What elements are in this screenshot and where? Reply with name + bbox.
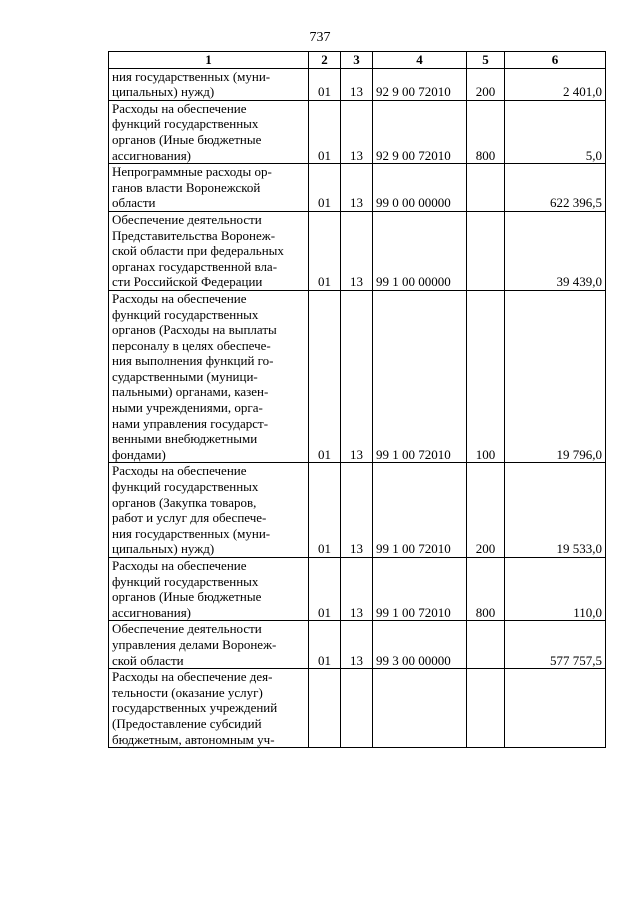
- table-body: [109, 68, 606, 748]
- row-target-code: 99 1 00 00000: [373, 211, 467, 290]
- row-target-code: 92 9 00 72010: [373, 100, 467, 163]
- row-description: ния государственных (муни- ципальных) нужд): [109, 68, 309, 100]
- row-subsection: 13: [341, 558, 373, 621]
- row-expense-type: [467, 669, 505, 748]
- table-row: [109, 463, 606, 558]
- row-amount: 19 533,0: [505, 463, 606, 558]
- row-description: Расходы на обеспечение функций государственных органов (Иные бюджетные ассигнования): [109, 558, 309, 621]
- table-row: [109, 68, 606, 100]
- row-subsection: [341, 669, 373, 748]
- row-subsection: 13: [341, 164, 373, 212]
- row-target-code: 92 9 00 72010: [373, 68, 467, 100]
- row-amount: 19 796,0: [505, 290, 606, 463]
- table-row: [109, 558, 606, 621]
- row-expense-type: 800: [467, 100, 505, 163]
- row-description: Обеспечение деятельности управления делами Воронеж- ской области: [109, 621, 309, 669]
- header-row: [109, 52, 606, 69]
- row-section: 01: [309, 290, 341, 463]
- row-subsection: 13: [341, 290, 373, 463]
- row-section: 01: [309, 164, 341, 212]
- row-section: 01: [309, 100, 341, 163]
- row-description: Непрограммные расходы ор- ганов власти Воронежской области: [109, 164, 309, 212]
- row-expense-type: 800: [467, 558, 505, 621]
- row-subsection: 13: [341, 211, 373, 290]
- row-target-code: 99 1 00 72010: [373, 558, 467, 621]
- row-amount: 110,0: [505, 558, 606, 621]
- row-target-code: 99 0 00 00000: [373, 164, 467, 212]
- row-subsection: 13: [341, 68, 373, 100]
- column-header-6: 6: [505, 52, 606, 69]
- row-expense-type: [467, 211, 505, 290]
- row-amount: 577 757,5: [505, 621, 606, 669]
- row-description: Расходы на обеспечение функций государственных органов (Закупка товаров, работ и услуг для обеспече- ния государственных (муни- ципальных) нужд): [109, 463, 309, 558]
- row-expense-type: 200: [467, 463, 505, 558]
- table-row: [109, 290, 606, 463]
- column-header-4: 4: [373, 52, 467, 69]
- row-expense-type: [467, 621, 505, 669]
- table-row: [109, 621, 606, 669]
- row-subsection: 13: [341, 100, 373, 163]
- row-section: 01: [309, 463, 341, 558]
- row-section: 01: [309, 621, 341, 669]
- row-description: Расходы на обеспечение дея- тельности (оказание услуг) государственных учреждений (Предоставление субсидий бюджетным, автономным уч-: [109, 669, 309, 748]
- row-amount: 5,0: [505, 100, 606, 163]
- page-number: 737: [309, 30, 331, 45]
- column-header-3: 3: [341, 52, 373, 69]
- row-section: 01: [309, 211, 341, 290]
- row-amount: 39 439,0: [505, 211, 606, 290]
- table-row: [109, 100, 606, 163]
- column-header-2: 2: [309, 52, 341, 69]
- row-section: 01: [309, 68, 341, 100]
- row-description: Расходы на обеспечение функций государственных органов (Иные бюджетные ассигнования): [109, 100, 309, 163]
- row-amount: [505, 669, 606, 748]
- table-row: [109, 211, 606, 290]
- table-header: [109, 52, 606, 69]
- row-expense-type: 200: [467, 68, 505, 100]
- row-subsection: 13: [341, 463, 373, 558]
- budget-table: [108, 51, 606, 748]
- row-section: [309, 669, 341, 748]
- row-description: Расходы на обеспечение функций государственных органов (Расходы на выплаты персоналу в целях обеспече- ния выполнения функций го- сударственными (муници- пальными) органами, казен- ными учреждениями, орга- нами управления государст- венными внебюджетными фондами): [109, 290, 309, 463]
- row-amount: 622 396,5: [505, 164, 606, 212]
- row-target-code: 99 3 00 00000: [373, 621, 467, 669]
- row-description: Обеспечение деятельности Представительства Воронеж- ской области при федеральных органах государственной вла- сти Российской Федерации: [109, 211, 309, 290]
- column-header-5: 5: [467, 52, 505, 69]
- table-row: [109, 164, 606, 212]
- row-amount: 2 401,0: [505, 68, 606, 100]
- row-expense-type: 100: [467, 290, 505, 463]
- row-section: 01: [309, 558, 341, 621]
- column-header-1: 1: [109, 52, 309, 69]
- row-target-code: 99 1 00 72010: [373, 290, 467, 463]
- row-target-code: 99 1 00 72010: [373, 463, 467, 558]
- row-subsection: 13: [341, 621, 373, 669]
- row-target-code: [373, 669, 467, 748]
- table-row: [109, 669, 606, 748]
- row-expense-type: [467, 164, 505, 212]
